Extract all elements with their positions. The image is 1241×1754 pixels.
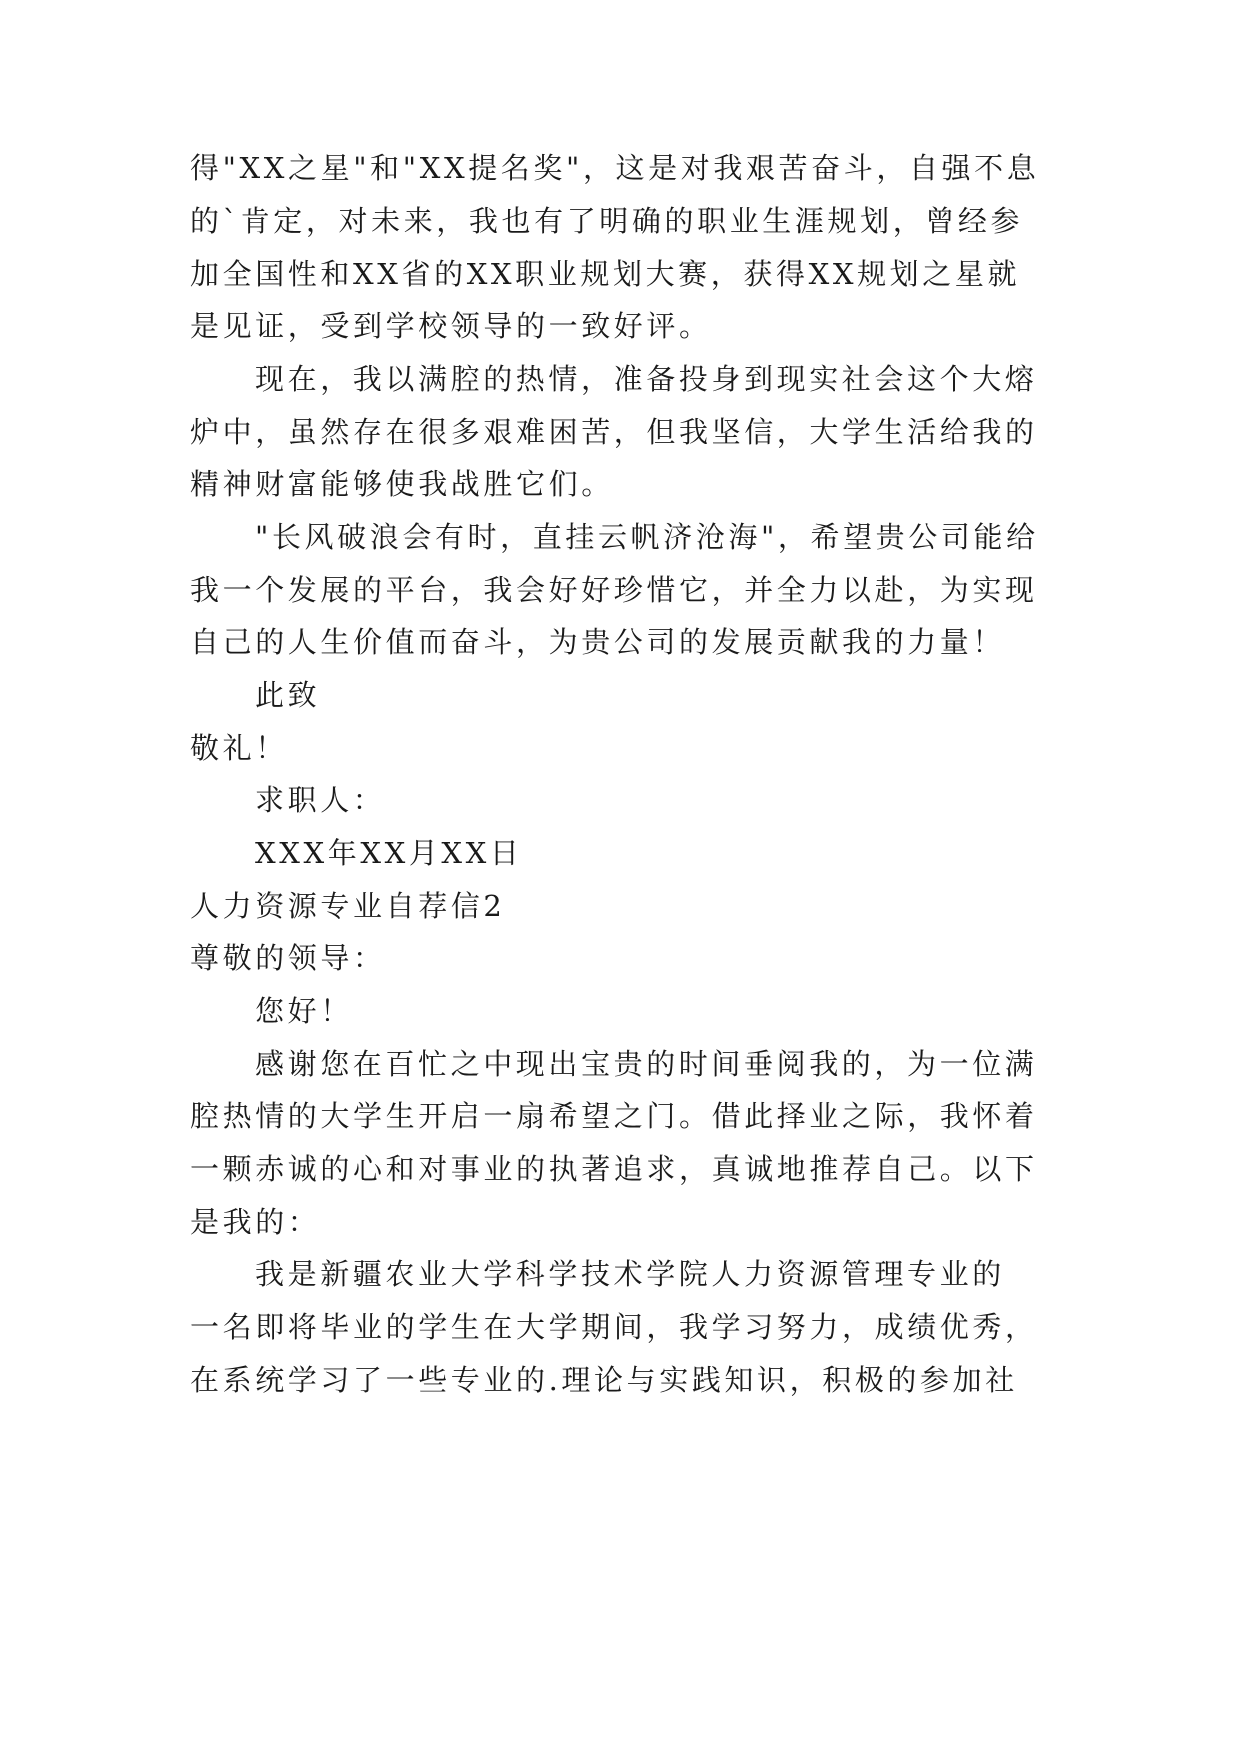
text-line: 是我的： — [190, 1205, 321, 1239]
text-line: 得"XX之星"和"XX提名奖"，这是对我艰苦奋斗，自强不息 — [190, 151, 1040, 185]
closing-line: 此致 — [255, 678, 321, 712]
text-line: 精神财富能够使我战胜它们。 — [190, 467, 614, 501]
salutation-line: 敬礼！ — [190, 731, 288, 765]
text-line: 一颗赤诚的心和对事业的执著追求，真诚地推荐自己。以下 — [190, 1152, 1038, 1186]
text-line: 感谢您在百忙之中现出宝贵的时间垂阅我的，为一位满 — [255, 1047, 1038, 1081]
text-line: 的`肯定，对未来，我也有了明确的职业生涯规划，曾经参 — [190, 204, 1024, 238]
text-line: 我是新疆农业大学科学技术学院人力资源管理专业的 — [255, 1257, 1005, 1291]
greeting-line: 尊敬的领导： — [190, 941, 386, 975]
text-line: 我一个发展的平台，我会好好珍惜它，并全力以赴，为实现 — [190, 573, 1038, 607]
text-line: 加全国性和XX省的XX职业规划大赛，获得XX规划之星就 — [190, 257, 1021, 291]
text-line: 炉中，虽然存在很多艰难困苦，但我坚信，大学生活给我的 — [190, 415, 1038, 449]
section-title: 人力资源专业自荐信2 — [190, 889, 506, 923]
date-line: XXX年XX月XX日 — [255, 836, 523, 870]
signature-label: 求职人： — [255, 783, 386, 817]
text-line: "长风破浪会有时，直挂云帆济沧海"，希望贵公司能给 — [255, 520, 1039, 554]
text-line: 现在，我以满腔的热情，准备投身到现实社会这个大熔 — [255, 362, 1038, 396]
text-line: 一名即将毕业的学生在大学期间，我学习努力，成绩优秀， — [190, 1310, 1038, 1344]
text-line: 腔热情的大学生开启一扇希望之门。借此择业之际，我怀着 — [190, 1099, 1038, 1133]
text-line: 在系统学习了一些专业的.理论与实践知识，积极的参加社 — [190, 1363, 1018, 1397]
greeting-line: 您好！ — [255, 994, 353, 1028]
text-line: 自己的人生价值而奋斗，为贵公司的发展贡献我的力量！ — [190, 625, 1006, 659]
text-line: 是见证，受到学校领导的一致好评。 — [190, 309, 712, 343]
